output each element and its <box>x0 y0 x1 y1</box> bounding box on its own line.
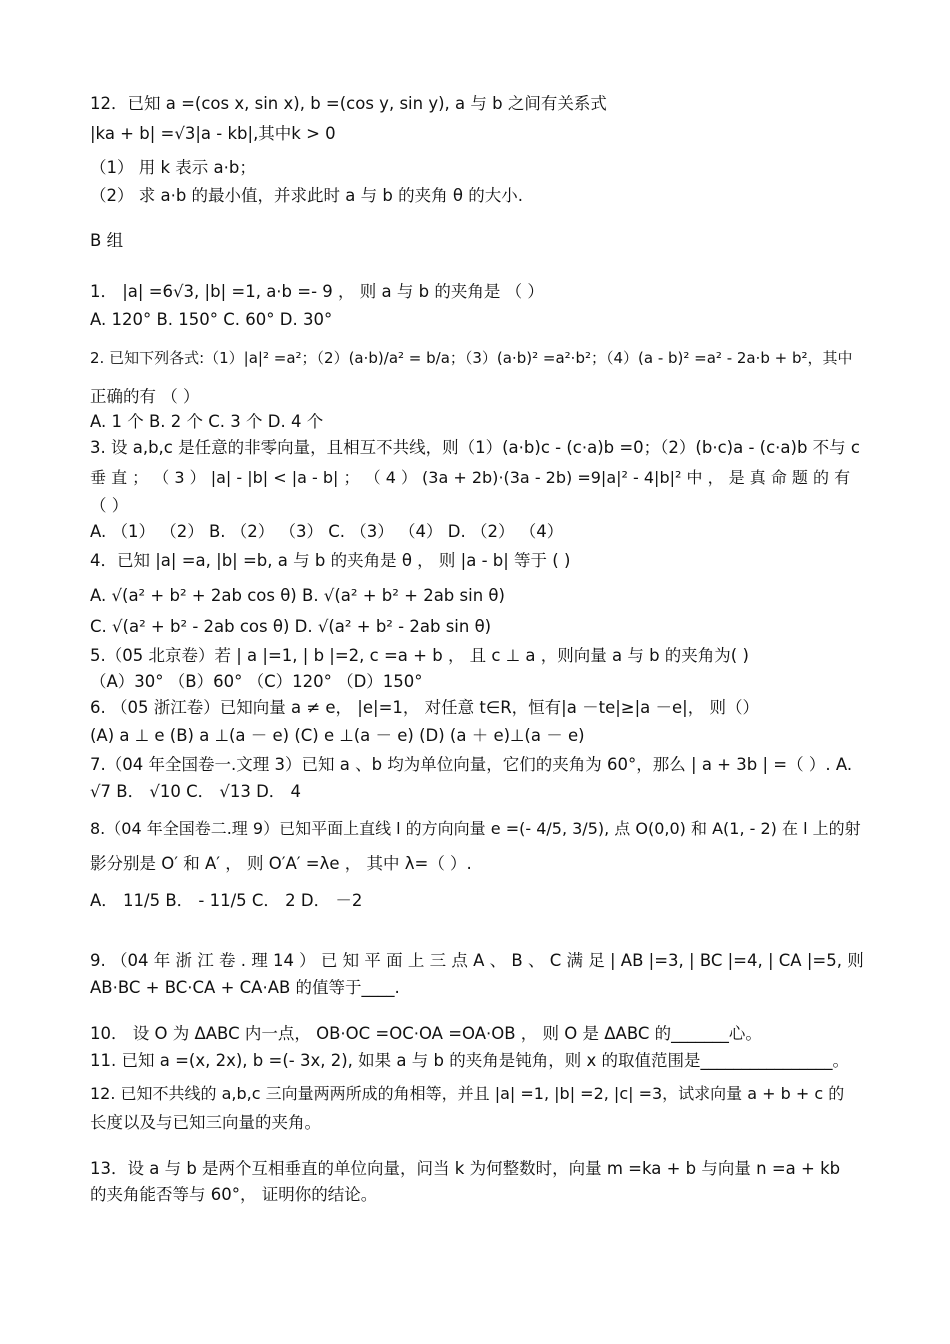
question-b8: 8.（04 年全国卷二.理 9）已知平面上直线 l 的方向向量 e =(- 4/5, 3/5), 点 O(0,0) 和 A(1, - 2) 在 l 上的射 <box>90 819 861 838</box>
question-b8-line2: 影分别是 O′ 和 A′ ， 则 O′A′ =λe ， 其中 λ=（ ）. <box>90 854 472 873</box>
question-b8-options: A． 11/5 B． - 11/5 C． 2 D． －2 <box>90 891 363 910</box>
question-b6: 6. （05 浙江卷）已知向量 a ≠ e， |e|=1， 对任意 t∈R，恒有|a －te|≥|a －e|， 则（） <box>90 698 759 717</box>
question-b4-options-ab: A. √(a² + b² + 2ab cos θ) B. √(a² + b² + 2ab sin θ) <box>90 586 505 605</box>
problem-12-text: 12．已知 a =(cos x, sin x), b =(cos y, sin y), a 与 b 之间有关系式 <box>90 94 607 113</box>
question-b9-line2: AB⋅BC + BC⋅CA + CA⋅AB 的值等于____. <box>90 978 400 997</box>
problem-12-part-2: （2） 求 a⋅b 的最小值，并求此时 a 与 b 的夹角 θ 的大小. <box>90 186 523 205</box>
question-b10: 10． 设 O 为 ΔABC 内一点， OB⋅OC =OC⋅OA =OA⋅OB ， 则 O 是 ΔABC 的_______心。 <box>90 1024 762 1043</box>
question-b5-options: （A）30° （B）60° （C）120° （D）150° <box>90 672 423 691</box>
question-b2-line2: 正确的有 （ ） <box>90 387 200 406</box>
question-b3-options: A. （1） （2） B. （2） （3） C. （3） （4） D. （2） （4） <box>90 522 564 541</box>
question-b4-options-cd: C. √(a² + b² - 2ab cos θ) D. √(a² + b² - 2ab sin θ) <box>90 617 492 636</box>
question-b3-line3: （ ） <box>90 496 129 515</box>
question-b1: 1． |a| =6√3, |b| =1, a⋅b =- 9 ， 则 a 与 b 的夹角是 （ ） <box>90 282 544 301</box>
question-b3-line2: 垂 直 ； （ 3 ） |a| - |b| < |a - b| ； （ 4 ） (3a + 2b)⋅(3a - 2b) =9|a|² - 4|b|² 中 ， 是 真 命 题 的 有 <box>90 468 851 487</box>
question-b5: 5.（05 北京卷）若 | a |=1, | b |=2, c =a + b ， 且 c ⊥ a ，则向量 a 与 b 的夹角为( ) <box>90 646 749 665</box>
section-heading-b: B 组 <box>90 231 124 250</box>
question-b2: 2. 已知下列各式:（1）|a|² =a²；（2）(a⋅b)/a² = b/a；（3）(a⋅b)² =a²⋅b²；（4）(a - b)² =a² - 2a⋅b + b²，其中 <box>90 349 853 367</box>
question-b13: 13．设 a 与 b 是两个互相垂直的单位向量，问当 k 为何整数时，向量 m =ka + b 与向量 n =a + kb <box>90 1159 841 1178</box>
question-b11: 11. 已知 a =(x, 2x), b =(- 3x, 2), 如果 a 与 b 的夹角是钝角，则 x 的取值范围是________________。 <box>90 1051 849 1070</box>
question-b3: 3. 设 a,b,c 是任意的非零向量，且相互不共线，则（1）(a⋅b)c - (c⋅a)b =0；（2）(b⋅c)a - (c⋅a)b 不与 c <box>90 438 860 457</box>
question-b1-options: A. 120° B. 150° C. 60° D. 30° <box>90 310 333 329</box>
question-b9: 9. （04 年 浙 江 卷 . 理 14 ） 已 知 平 面 上 三 点 A 、 B 、 C 满 足 | AB |=3, | BC |=4, | CA |=5, 则 <box>90 951 864 970</box>
problem-12-condition: |ka + b| =√3|a - kb|,其中k > 0 <box>90 124 336 143</box>
question-b12-line2: 长度以及与已知三向量的夹角。 <box>90 1113 321 1132</box>
question-b13-line2: 的夹角能否等与 60°， 证明你的结论。 <box>90 1185 378 1204</box>
question-b7-options: √7 B． √10 C． √13 D． 4 <box>90 782 302 801</box>
question-b7: 7.（04 年全国卷一.文理 3）已知 a 、b 均为单位向量，它们的夹角为 60°，那么 | a + 3b | =（ ）. A. <box>90 755 853 774</box>
question-b2-options: A. 1 个 B. 2 个 C. 3 个 D. 4 个 <box>90 412 324 431</box>
question-b6-options: (A) a ⊥ e (B) a ⊥(a － e) (C) e ⊥(a － e) (D) (a ＋ e)⊥(a － e) <box>90 726 585 745</box>
problem-12-part-1: （1） 用 k 表示 a⋅b； <box>90 158 256 177</box>
question-b12: 12. 已知不共线的 a,b,c 三向量两两所成的角相等，并且 |a| =1, |b| =2, |c| =3，试求向量 a + b + c 的 <box>90 1084 845 1103</box>
question-b4: 4．已知 |a| =a, |b| =b, a 与 b 的夹角是 θ ， 则 |a - b| 等于 ( ) <box>90 551 571 570</box>
